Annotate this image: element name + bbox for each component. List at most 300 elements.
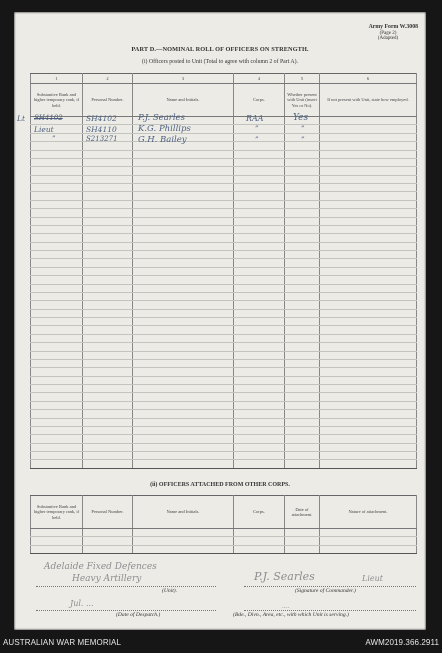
- table-cell: [320, 443, 417, 451]
- table-cell: [31, 452, 83, 460]
- unit-line: [36, 586, 216, 587]
- table-cell: [234, 351, 285, 359]
- table-cell: [83, 242, 133, 250]
- table-cell: [133, 426, 234, 434]
- table-cell: [31, 309, 83, 317]
- table-row: [31, 537, 417, 545]
- table-cell: [31, 435, 83, 443]
- table-row: [31, 376, 417, 384]
- table-cell: [83, 318, 133, 326]
- table-cell: [285, 401, 320, 409]
- table-cell: [320, 125, 417, 133]
- table-cell: [320, 359, 417, 367]
- table-row: [31, 318, 417, 326]
- table-cell: [83, 368, 133, 376]
- table-row: [31, 343, 417, 351]
- table-cell: [133, 175, 234, 183]
- table-row: [31, 393, 417, 401]
- table-cell: [133, 529, 234, 537]
- table-cell: [83, 175, 133, 183]
- table-cell: [234, 393, 285, 401]
- rank-crossout: SH4102: [34, 114, 63, 122]
- commander-line: [244, 586, 416, 587]
- column-number: 4: [234, 74, 285, 84]
- table-cell: [285, 452, 320, 460]
- table-cell: [133, 334, 234, 342]
- table-cell: [234, 242, 285, 250]
- commander-label: (Signature of Commander.): [295, 588, 356, 594]
- table-cell: [320, 209, 417, 217]
- table-cell: [234, 410, 285, 418]
- table-cell: [234, 125, 285, 133]
- table-cell: [234, 200, 285, 208]
- table-cell: [234, 292, 285, 300]
- table-cell: [31, 301, 83, 309]
- table-cell: [320, 225, 417, 233]
- serving-line: [244, 610, 416, 611]
- table-row: [31, 452, 417, 460]
- footer-accession-number: AWM2019.366.2911: [365, 638, 439, 647]
- table-cell: [83, 150, 133, 158]
- despatch-date-handwritten: Jul. ...: [70, 599, 94, 608]
- unit-label: (Unit).: [162, 588, 178, 594]
- table-cell: [133, 435, 234, 443]
- table-cell: [31, 175, 83, 183]
- commander-signature: P.J. Searles: [254, 570, 315, 583]
- table-row: [31, 242, 417, 250]
- table-cell: [31, 343, 83, 351]
- table-cell: [31, 225, 83, 233]
- table-cell: [133, 545, 234, 553]
- table-cell: [285, 334, 320, 342]
- table-cell: [234, 276, 285, 284]
- table-cell: [234, 167, 285, 175]
- table-cell: [83, 460, 133, 468]
- table-cell: [234, 284, 285, 292]
- table-cell: [285, 301, 320, 309]
- table-cell: [83, 276, 133, 284]
- table-cell: [83, 443, 133, 451]
- table-cell: [234, 343, 285, 351]
- table-row: [31, 359, 417, 367]
- table-row: [31, 175, 417, 183]
- table-row: [31, 301, 417, 309]
- table-cell: [31, 443, 83, 451]
- table-cell: [285, 184, 320, 192]
- table-cell: [234, 267, 285, 275]
- table-cell: [83, 393, 133, 401]
- attached-header-nature: Nature of attachment.: [320, 496, 417, 529]
- column-header-present: Whether present with Unit (insert Yes or No).: [285, 84, 320, 117]
- table-cell: [320, 418, 417, 426]
- table-cell: [83, 309, 133, 317]
- table-cell: [285, 460, 320, 468]
- table-cell: [285, 225, 320, 233]
- table-cell: [31, 133, 83, 141]
- table-cell: [133, 460, 234, 468]
- table-cell: [31, 284, 83, 292]
- table-cell: [133, 217, 234, 225]
- table-cell: [285, 385, 320, 393]
- attached-header-number: Personal Number.: [83, 496, 133, 529]
- table-cell: [31, 292, 83, 300]
- attached-header-date: Date of attachment.: [285, 496, 320, 529]
- table-cell: [133, 309, 234, 317]
- table-cell: [31, 150, 83, 158]
- table-cell: [133, 385, 234, 393]
- table-cell: [133, 292, 234, 300]
- table-cell: [31, 359, 83, 367]
- serving-label: (Bde., Divn., Area, etc., with which Unit is serving.): [233, 612, 349, 618]
- table-cell: [83, 184, 133, 192]
- column-header-row: [31, 84, 417, 117]
- table-cell: [285, 435, 320, 443]
- table-cell: [234, 537, 285, 545]
- attached-header-rank: Substantive Rank and higher temporary rank, if held.: [31, 496, 83, 529]
- table-cell: [285, 192, 320, 200]
- table-cell: [133, 443, 234, 451]
- table-cell: [285, 284, 320, 292]
- table-row: [31, 167, 417, 175]
- table-cell: [285, 251, 320, 259]
- column-number: 3: [133, 74, 234, 84]
- table-cell: [133, 301, 234, 309]
- table-cell: [83, 234, 133, 242]
- table-cell: [234, 385, 285, 393]
- table-cell: [320, 318, 417, 326]
- commander-rank: Lieut: [362, 574, 383, 583]
- table-cell: [285, 410, 320, 418]
- table-cell: [320, 309, 417, 317]
- table-cell: [31, 259, 83, 267]
- table-cell: [320, 545, 417, 553]
- table-cell: [320, 133, 417, 141]
- table-cell: [320, 343, 417, 351]
- table-cell: [320, 217, 417, 225]
- table-cell: [320, 452, 417, 460]
- table-row: [31, 251, 417, 259]
- table-cell: [31, 267, 83, 275]
- table-cell: [83, 251, 133, 259]
- table-cell: [83, 259, 133, 267]
- table-cell: [31, 158, 83, 166]
- table-cell: [234, 452, 285, 460]
- table-cell: [234, 318, 285, 326]
- table-cell: [83, 267, 133, 275]
- table-cell: [320, 276, 417, 284]
- table-cell: [31, 460, 83, 468]
- table-cell: [83, 200, 133, 208]
- table-cell: [31, 142, 83, 150]
- table-cell: [320, 200, 417, 208]
- table-cell: [320, 368, 417, 376]
- table-cell: [133, 393, 234, 401]
- table-row: [31, 267, 417, 275]
- table-cell: [133, 200, 234, 208]
- table-cell: [83, 376, 133, 384]
- table-cell: [234, 192, 285, 200]
- table-cell: [31, 276, 83, 284]
- table-row: [31, 150, 417, 158]
- table-row: [31, 234, 417, 242]
- table-cell: [234, 175, 285, 183]
- table-cell: [320, 376, 417, 384]
- table-cell: [320, 158, 417, 166]
- table-cell: [320, 334, 417, 342]
- table-row: [31, 410, 417, 418]
- table-cell: [285, 242, 320, 250]
- form-page-number: (Page 2): [379, 30, 397, 36]
- table-cell: [133, 318, 234, 326]
- table-cell: [320, 426, 417, 434]
- table-cell: [285, 537, 320, 545]
- table-cell: [285, 376, 320, 384]
- table-cell: [285, 359, 320, 367]
- entry-2-present: ”: [301, 125, 305, 133]
- table-cell: [234, 150, 285, 158]
- table-cell: [285, 175, 320, 183]
- table-cell: [133, 537, 234, 545]
- table-cell: [133, 351, 234, 359]
- table-cell: [83, 301, 133, 309]
- attached-header-row: [31, 496, 417, 529]
- table-cell: [234, 251, 285, 259]
- table-cell: [31, 318, 83, 326]
- table-cell: [234, 435, 285, 443]
- table-cell: [133, 209, 234, 217]
- table-cell: [31, 410, 83, 418]
- table-cell: [285, 276, 320, 284]
- entry-1-number: SH4102: [86, 114, 117, 123]
- table-cell: [320, 192, 417, 200]
- column-header-corps: Corps.: [234, 84, 285, 117]
- table-row: [31, 326, 417, 334]
- table-row: [31, 334, 417, 342]
- entry-2-number: SH4110: [86, 125, 117, 134]
- table-cell: [83, 192, 133, 200]
- table-cell: [83, 217, 133, 225]
- column-number: 2: [83, 74, 133, 84]
- table-cell: [133, 234, 234, 242]
- table-row: [31, 209, 417, 217]
- footer-institution: AUSTRALIAN WAR MEMORIAL: [3, 638, 122, 647]
- officers-attached-table: [30, 495, 417, 554]
- table-cell: [83, 284, 133, 292]
- table-cell: [83, 529, 133, 537]
- table-row: [31, 401, 417, 409]
- table-cell: [234, 401, 285, 409]
- despatch-label: (Date of Despatch.): [116, 612, 161, 618]
- table-cell: [83, 292, 133, 300]
- table-row: [31, 435, 417, 443]
- table-cell: [285, 200, 320, 208]
- table-cell: [320, 184, 417, 192]
- table-cell: [234, 545, 285, 553]
- table-cell: [320, 537, 417, 545]
- table-cell: [320, 401, 417, 409]
- table-cell: [285, 267, 320, 275]
- table-cell: [234, 418, 285, 426]
- table-row: [31, 259, 417, 267]
- entry-3-name: G.H. Bailey: [138, 135, 187, 145]
- table-cell: [133, 326, 234, 334]
- table-cell: [320, 117, 417, 125]
- table-row: [31, 192, 417, 200]
- table-cell: [31, 334, 83, 342]
- table-cell: [285, 309, 320, 317]
- table-row: [31, 385, 417, 393]
- table-cell: [83, 359, 133, 367]
- table-cell: [234, 529, 285, 537]
- table-cell: [31, 368, 83, 376]
- table-cell: [31, 418, 83, 426]
- table-cell: [285, 217, 320, 225]
- column-number: 5: [285, 74, 320, 84]
- table-cell: [234, 184, 285, 192]
- table-cell: [285, 418, 320, 426]
- table-row: [31, 443, 417, 451]
- column-number: 6: [320, 74, 417, 84]
- entry-2-rank: Lieut: [34, 125, 54, 134]
- table-cell: [31, 326, 83, 334]
- table-cell: [31, 217, 83, 225]
- table-cell: [320, 267, 417, 275]
- table-cell: [133, 167, 234, 175]
- table-cell: [83, 351, 133, 359]
- table-cell: [133, 184, 234, 192]
- table-cell: [320, 326, 417, 334]
- table-row: [31, 529, 417, 537]
- table-cell: [285, 343, 320, 351]
- table-cell: [285, 326, 320, 334]
- table-cell: [234, 234, 285, 242]
- table-cell: [31, 529, 83, 537]
- table-cell: [320, 142, 417, 150]
- table-cell: [31, 376, 83, 384]
- table-cell: [320, 385, 417, 393]
- table-cell: [133, 225, 234, 233]
- table-row: [31, 418, 417, 426]
- table-cell: [31, 545, 83, 553]
- column-number: 1: [31, 74, 83, 84]
- table-cell: [83, 426, 133, 434]
- table-cell: [133, 401, 234, 409]
- entry-3-present: ”: [301, 136, 305, 144]
- table-cell: [285, 318, 320, 326]
- table-cell: [234, 158, 285, 166]
- entry-1-rank: Lt: [17, 114, 25, 123]
- table-cell: [133, 192, 234, 200]
- table-cell: [234, 142, 285, 150]
- table-row: [31, 200, 417, 208]
- entry-1-present: Yes: [293, 113, 309, 123]
- table-cell: [285, 426, 320, 434]
- table-cell: [234, 259, 285, 267]
- table-cell: [83, 343, 133, 351]
- table-cell: [285, 443, 320, 451]
- table-cell: [83, 167, 133, 175]
- table-cell: [285, 234, 320, 242]
- entry-3-corps: ”: [255, 136, 259, 144]
- column-header-rank: Substantive Rank and higher temporary rank, if held.: [31, 84, 83, 117]
- table-row: [31, 460, 417, 468]
- table-cell: [320, 435, 417, 443]
- table-cell: [31, 537, 83, 545]
- table-cell: [83, 537, 133, 545]
- attached-header-corps: Corps.: [234, 496, 285, 529]
- table-cell: [320, 259, 417, 267]
- table-cell: [234, 209, 285, 217]
- table-cell: [133, 343, 234, 351]
- column-header-employment: If not present with Unit, state how employed.: [320, 84, 417, 117]
- table-cell: [133, 242, 234, 250]
- table-cell: [31, 385, 83, 393]
- table-cell: [83, 418, 133, 426]
- table-cell: [320, 234, 417, 242]
- table-cell: [133, 418, 234, 426]
- table-cell: [83, 401, 133, 409]
- table-row: [31, 276, 417, 284]
- table-cell: [31, 393, 83, 401]
- table-cell: [234, 225, 285, 233]
- table-cell: [320, 529, 417, 537]
- table-cell: [133, 368, 234, 376]
- table-cell: [320, 284, 417, 292]
- table-cell: [31, 426, 83, 434]
- form-header: [348, 24, 418, 42]
- table-cell: [234, 334, 285, 342]
- entry-2-corps: ”: [255, 125, 259, 133]
- table-cell: [83, 225, 133, 233]
- entry-2-name: K.G. Phillips: [138, 124, 191, 134]
- table-cell: [83, 452, 133, 460]
- serving-handwritten: ....: [282, 603, 290, 610]
- form-id: Army Form W.3008: [368, 24, 418, 30]
- table-row: [31, 426, 417, 434]
- table-row: [31, 217, 417, 225]
- entry-3-number: S213271: [86, 135, 118, 143]
- entry-3-rank: ”: [52, 135, 56, 143]
- unit-handwritten-1: Adelaide Fixed Defences: [44, 562, 157, 572]
- table-cell: [320, 351, 417, 359]
- section2-title: (ii) OFFICERS ATTACHED FROM OTHER CORPS.: [150, 482, 290, 488]
- table-cell: [83, 158, 133, 166]
- table-cell: [285, 209, 320, 217]
- table-cell: [31, 209, 83, 217]
- table-cell: [234, 301, 285, 309]
- table-cell: [320, 251, 417, 259]
- table-cell: [320, 242, 417, 250]
- despatch-line: [36, 610, 216, 611]
- form-adapted: (Adapted): [377, 36, 399, 42]
- table-cell: [31, 167, 83, 175]
- table-cell: [133, 359, 234, 367]
- table-cell: [285, 368, 320, 376]
- table-cell: [133, 158, 234, 166]
- table-row: [31, 292, 417, 300]
- table-cell: [83, 334, 133, 342]
- table-cell: [133, 452, 234, 460]
- table-cell: [234, 426, 285, 434]
- column-header-number: Personal Number.: [83, 84, 133, 117]
- table-cell: [285, 545, 320, 553]
- table-cell: [234, 217, 285, 225]
- table-cell: [133, 376, 234, 384]
- table-cell: [133, 251, 234, 259]
- table-cell: [83, 326, 133, 334]
- table-cell: [83, 545, 133, 553]
- entry-1-name: P.J. Searles: [138, 113, 185, 123]
